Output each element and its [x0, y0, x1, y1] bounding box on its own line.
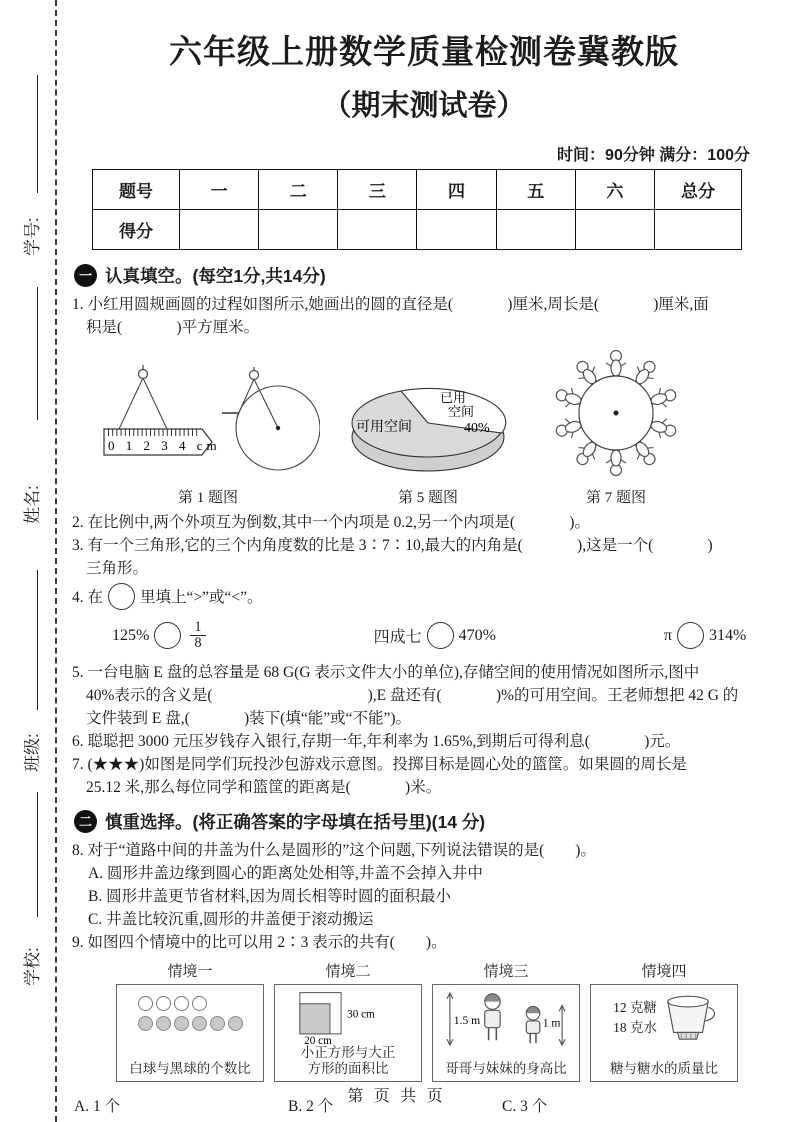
scenario-1-box — [116, 984, 264, 1082]
scenario1-balls-white — [138, 996, 207, 1011]
scenario-4-box — [590, 984, 738, 1082]
section-two-title: 慎重选择。(将正确答案的字母填在括号里)(14 分) — [105, 812, 486, 833]
comparison-row — [94, 620, 776, 651]
score-table-cell: 二 — [259, 170, 338, 210]
scenarios-row — [116, 960, 776, 1082]
score-table-header-row — [93, 170, 742, 210]
section-one-title: 认真填空。(每空1分,共14分) — [105, 266, 326, 286]
comparison-2-right: 470% — [458, 626, 496, 644]
children-around-circle-figure — [536, 347, 696, 479]
question-9-stem: 9. 如图四个情境中的比可以用 2∶3 表示的共有( )。 — [72, 934, 447, 952]
score-table-cell: 一 — [180, 170, 259, 210]
student-id-blank-line — [37, 75, 38, 193]
question-9-option-c: C. 3 个 — [502, 1098, 548, 1116]
comparison-item-2 — [374, 622, 496, 649]
school-blank-line — [37, 792, 38, 917]
section-one-icon: 一 — [74, 264, 97, 287]
scenario-2-title: 情境二 — [325, 964, 371, 981]
ruler-numbers: 0 1 2 3 4 cm — [108, 438, 221, 453]
used-space-percent: 40% — [464, 421, 490, 436]
score-row-label: 得分 — [93, 210, 180, 250]
score-table-cell: 四 — [417, 170, 496, 210]
score-empty-cell — [180, 210, 259, 250]
used-space-label-2: 空间 — [448, 404, 475, 419]
cup-icon — [663, 992, 715, 1044]
scenario-2-caption-line2: 方形的面积比 — [307, 1061, 389, 1077]
question-3-line1: 3. 有一个三角形,它的三个内角度数的比是 3∶7∶10,最大的内角是( ),这是一个( ) — [72, 537, 713, 554]
margin-dashed-divider — [55, 0, 57, 1122]
section-two-icon: 二 — [74, 810, 97, 833]
scenario-2-caption-line1: 小正方形与大正 — [300, 1045, 396, 1061]
scenario-4-text — [613, 998, 657, 1038]
scenario-2 — [274, 960, 422, 1082]
scenario1-balls-black — [138, 1016, 243, 1031]
question-9-option-b: B. 2 个 — [288, 1098, 334, 1116]
question-5-line1: 5. 一台电脑 E 盘的总容量是 68 G(G 表示文件大小的单位),存储空间的使用情况如图所示,图中 — [72, 664, 700, 682]
paper-subtitle: （期末测试卷） — [322, 90, 526, 122]
disk-usage-pie-figure — [344, 375, 512, 479]
section-two-header — [74, 809, 776, 834]
scenario-1 — [116, 960, 264, 1082]
scenario-1-caption: 白球与黑球的个数比 — [129, 1061, 251, 1077]
section-one-header — [74, 263, 776, 288]
comparison-3-right: 314% — [709, 626, 747, 644]
score-table-cell: 六 — [575, 170, 654, 210]
question-1-line2: 积是( )平方厘米。 — [86, 319, 260, 336]
student-id-label: 学号: — [23, 217, 42, 256]
scenario-4-caption: 糖与糖水的质量比 — [610, 1061, 718, 1077]
question-5-line2: 40%表示的含义是( ),E 盘还有( )%的可用空间。王老师想把 42 G 的 — [86, 687, 739, 705]
heights-figure — [440, 990, 572, 1048]
scenario-4 — [590, 960, 738, 1082]
scenario-1-title: 情境一 — [167, 964, 213, 981]
figure-5-caption: 第 5 题图 — [397, 490, 458, 506]
used-space-label-1: 已用 — [440, 390, 467, 405]
big-square-label: 30 cm — [347, 1008, 375, 1021]
scenario-2-caption — [301, 1045, 396, 1077]
comparison-1-left: 125% — [112, 626, 150, 644]
scenario-2-box — [274, 984, 422, 1082]
figure-1-caption: 第 1 题图 — [177, 490, 238, 506]
score-empty-cell — [338, 210, 417, 250]
scenario-3-title: 情境三 — [483, 964, 529, 981]
page-footer: 第 页 共 页 — [347, 1088, 446, 1105]
question-8-stem: 8. 对于“道路中间的井盖为什么是圆形的”这个问题,下列说法错误的是( )。 — [72, 842, 596, 860]
score-empty-cell — [259, 210, 338, 250]
question-4 — [72, 583, 776, 610]
question-4-prefix: 4. 在 — [72, 589, 104, 606]
compare-circle-blank — [427, 622, 454, 649]
score-empty-cell — [655, 210, 742, 250]
compare-circle-blank — [677, 622, 704, 649]
question-9-option-a: A. 1 个 — [74, 1098, 121, 1116]
figure-7-caption: 第 7 题图 — [585, 490, 646, 506]
question-7-line2: 25.12 米,那么每位同学和篮筐的距离是( )米。 — [86, 779, 442, 797]
score-table-cell: 三 — [338, 170, 417, 210]
score-empty-cell — [496, 210, 575, 250]
scenario-3-caption: 哥哥与妹妹的身高比 — [445, 1061, 567, 1077]
score-empty-cell — [575, 210, 654, 250]
scenario-1-balls — [138, 996, 243, 1031]
squares-figure — [289, 990, 407, 1045]
question-7-line1: 7. (★★★)如图是同学们玩投沙包游戏示意图。投掷目标是圆心处的篮筐。如果圆的周长是 — [72, 756, 687, 774]
figure-compass — [96, 365, 320, 507]
comparison-3-left: π — [663, 626, 672, 644]
water-amount-label: 18 克水 — [613, 1020, 657, 1036]
main-content — [72, 0, 776, 1116]
comparison-2-left: 四成七 — [373, 629, 422, 647]
scenario-3-box — [432, 984, 580, 1082]
question-8-option-b: B. 圆形井盖更节省材料,因为周长相等时圆的面积最小 — [88, 888, 451, 906]
question-3-line2: 三角形。 — [86, 560, 149, 577]
brother-height-label: 1.5 m — [453, 1014, 481, 1028]
question-6: 6. 聪聪把 3000 元压岁钱存入银行,存期一年,年利率为 1.65%,到期后可得利息( )元。 — [72, 733, 681, 751]
comparison-item-1 — [112, 620, 206, 651]
question-5-line3: 文件装到 E 盘,( )装下(填“能”或“不能”)。 — [86, 710, 412, 728]
compass-ruler-figure — [96, 365, 320, 479]
paper-title: 六年级上册数学质量检测卷冀教版 — [169, 33, 679, 70]
score-table-cell: 总分 — [655, 170, 742, 210]
name-label: 姓名: — [23, 485, 42, 524]
score-table-score-row — [93, 210, 742, 250]
question-8-option-c: C. 井盖比较沉重,圆形的井盖便于滚动搬运 — [88, 911, 374, 929]
school-label: 学校: — [23, 947, 42, 986]
fraction-one-eighth — [190, 620, 205, 651]
compare-circle-blank — [154, 622, 181, 649]
question-4-suffix: 里填上“>”或“<”。 — [140, 589, 263, 606]
score-empty-cell — [417, 210, 496, 250]
comparison-item-3 — [664, 622, 746, 649]
compare-circle-blank — [108, 583, 135, 610]
time-score-meta: 时间：90分钟 满分：100分 — [557, 147, 750, 164]
sugar-amount-label: 12 克糖 — [613, 1000, 657, 1016]
sister-height-label: 1 m — [542, 1017, 561, 1031]
score-table-cell: 题号 — [93, 170, 180, 210]
available-space-label: 可用空间 — [356, 420, 412, 435]
name-blank-line — [37, 287, 38, 420]
class-label: 班级: — [23, 733, 42, 772]
fraction-numerator: 1 — [190, 620, 205, 636]
question-8-option-a: A. 圆形井盖边缘到圆心的距离处处相等,井盖不会掉入井中 — [88, 865, 483, 883]
score-table-cell: 五 — [496, 170, 575, 210]
fraction-denominator: 8 — [194, 635, 202, 652]
small-square-label: 20 cm — [304, 1035, 332, 1046]
figure-disk-pie — [344, 375, 512, 507]
score-table — [92, 169, 742, 250]
question-1-line1: 1. 小红用圆规画圆的过程如图所示,她画出的圆的直径是( )厘米,周长是( )厘米,面 — [72, 296, 709, 313]
figure-children-circle — [536, 347, 696, 507]
scenario-4-content — [613, 992, 715, 1044]
scenario-3 — [432, 960, 580, 1082]
figures-row — [96, 347, 776, 507]
question-2: 2. 在比例中,两个外项互为倒数,其中一个内项是 0.2,另一个内项是( )。 — [72, 514, 590, 531]
scenario-4-title: 情境四 — [641, 964, 687, 981]
class-blank-line — [37, 570, 38, 710]
